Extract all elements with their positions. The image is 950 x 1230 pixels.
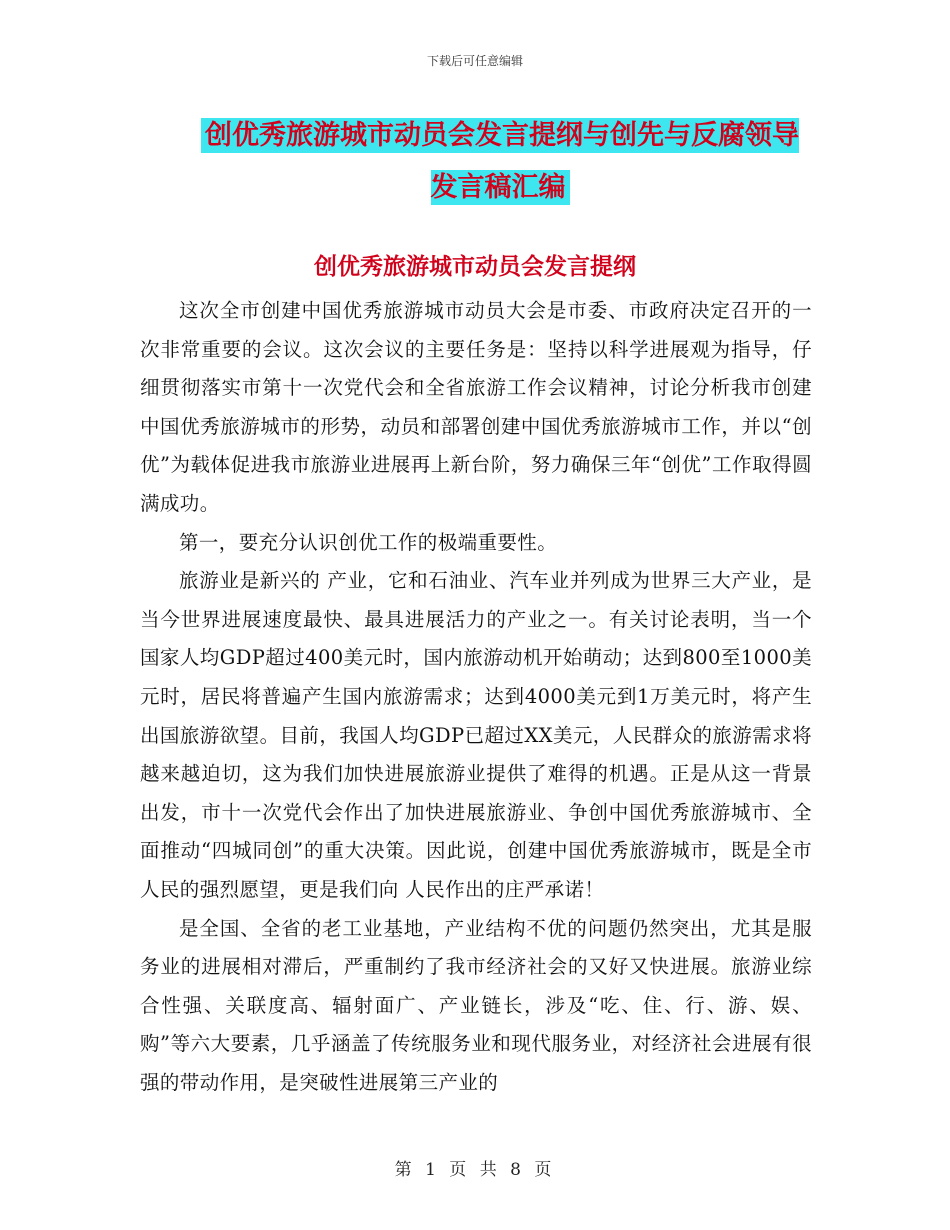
paragraph: 是全国、全省的老工业基地，产业结构不优的问题仍然突出，尤其是服务业的进展相对滞后，严重制约了我市经济社会的又好又快进展。旅游业综合性强、关联度高、辐射面广、产业链长，涉及“吃、住、行、游、娱、购”等六大要素，几乎涵盖了传统服务业和现代服务业，对经济社会进展有很强的带动作用，是突破性进展第三产业的 (140, 916, 812, 1094)
section-title: 创优秀旅游城市动员会发言提纲 (314, 254, 636, 280)
header-note: 下载后可任意编辑 (426, 54, 523, 68)
paragraph: 第一，要充分认识创优工作的极端重要性。 (179, 530, 558, 554)
paragraph: 这次全市创建中国优秀旅游城市动员大会是市委、市政府决定召开的一次非常重要的会议。这次会议的主要任务是：坚持以科学进展观为指导，仔细贯彻落实市第十一次党代会和全省旅游工作会议精神，讨论分析我市创建中国优秀旅游城市的形势，动员和部署创建中国优秀旅游城市工作，并以“创优”为载体促进我市旅游业进展再上新台阶，努力确保三年“创优”工作取得圆满成功。 (140, 299, 812, 515)
document-body (140, 292, 812, 1102)
document-title-text: 创优秀旅游城市动员会发言提纲与创先与反腐领导发言稿汇编 (201, 118, 799, 205)
paragraph: 旅游业是新兴的 产业，它和石油业、汽车业并列成为世界三大产业，是当今世界进展速度最快、最具进展活力的产业之一。有关讨论表明，当一个国家人均GDP超过400美元时，国内旅游动机开始萌动；达到800至1000美元时，居民将普遍产生国内旅游需求；达到4000美元到1万美元时，将产生出国旅游欲望。目前，我国人均GDP已超过XX美元，人民群众的旅游需求将越来越迫切，这为我们加快进展旅游业提供了难得的机遇。正是从这一背景出发，市十一次党代会作出了加快进展旅游业、争创中国优秀旅游城市、全面推动“四城同创”的重大决策。因此说，创建中国优秀旅游城市，既是全市人民的强烈愿望，更是我们向 人民作出的庄严承诺！ (140, 569, 812, 901)
document-title (190, 110, 810, 214)
page-number-footer: 第 1 页 共 8 页 (394, 1160, 556, 1180)
